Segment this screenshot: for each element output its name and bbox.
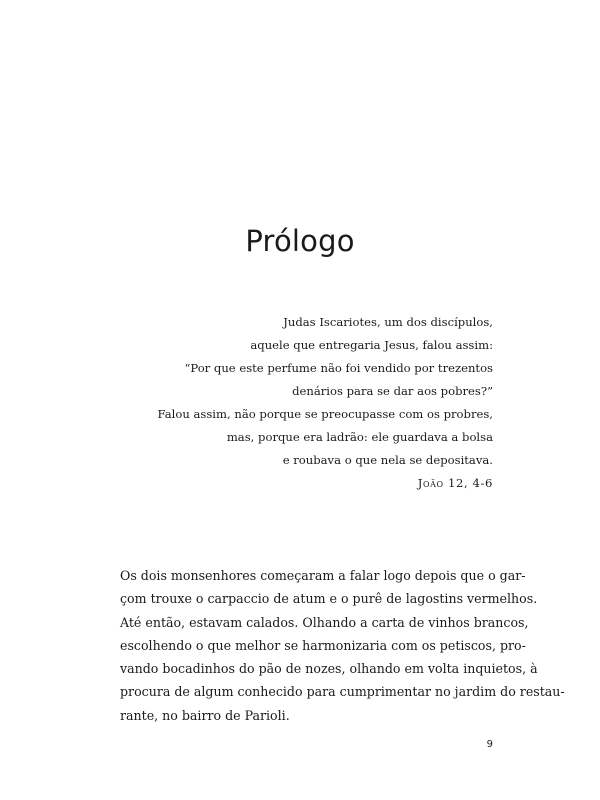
- body-line: Até então, estavam calados. Olhando a carta de vinhos brancos,: [120, 614, 529, 630]
- body-line: rante, no bairro de Parioli.: [120, 707, 290, 723]
- page-number: 9: [486, 739, 493, 750]
- body-paragraph: [120, 564, 565, 727]
- epigraph-line: Judas Iscariotes, um dos discípulos,: [283, 315, 493, 329]
- epigraph-source: João 12, 4-6: [417, 476, 493, 490]
- epigraph: [93, 311, 493, 495]
- body-line: çom trouxe o carpaccio de atum e o purê de lagostins vermelhos.: [120, 591, 538, 607]
- epigraph-line: mas, porque era ladrão: ele guardava a bolsa: [226, 430, 493, 444]
- epigraph-line: denários para se dar aos pobres?”: [292, 384, 493, 398]
- epigraph-line: e roubava o que nela se depositava.: [282, 453, 493, 467]
- body-line: escolhendo o que melhor se harmonizaria com os petiscos, pro-: [120, 637, 526, 653]
- body-line: vando bocadinhos do pão de nozes, olhando em volta inquietos, à: [120, 661, 538, 677]
- epigraph-line: Falou assim, não porque se preocupasse com os probres,: [157, 407, 493, 421]
- chapter-title: Prólogo: [245, 224, 355, 258]
- body-line: procura de algum conhecido para cumprimentar no jardim do restau-: [120, 684, 565, 700]
- epigraph-line: “Por que este perfume não foi vendido por trezentos: [184, 361, 493, 375]
- epigraph-line: aquele que entregaria Jesus, falou assim:: [250, 338, 493, 352]
- body-line: Os dois monsenhores começaram a falar logo depois que o gar-: [120, 568, 526, 583]
